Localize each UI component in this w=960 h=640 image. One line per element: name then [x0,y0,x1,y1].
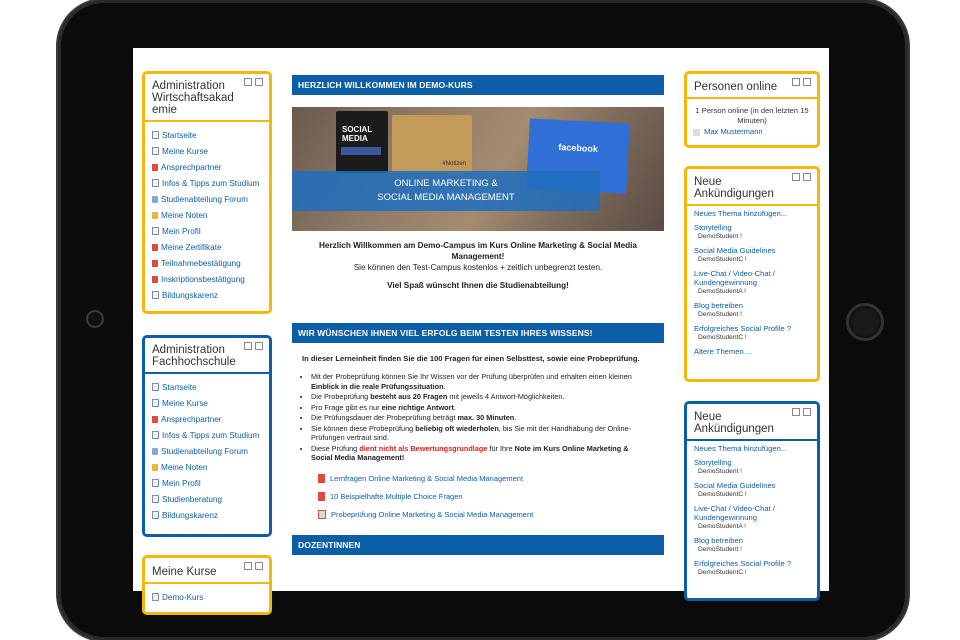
page-icon [152,147,159,155]
nav-item[interactable] [152,159,269,175]
nav-label: Bildungskarenz [162,510,218,520]
nav-label: Meine Noten [161,210,208,220]
admin-fh-block [142,335,272,537]
forum-icon [152,196,158,203]
block-title: Administration Wirtschaftsakad emie [145,74,269,122]
banner-line2: SOCIAL MEDIA MANAGEMENT [377,192,515,203]
nav-label: Ansprechpartner [161,414,222,424]
pdf-icon [152,244,158,251]
online-user-name: Max Mustermann [704,127,763,136]
pdf-icon [152,164,158,171]
admin-wirtschaft-block [142,71,272,314]
block-title: Meine Kurse [145,558,269,584]
resource-link[interactable] [318,506,664,524]
pdf-icon [318,492,325,501]
bullet-item [311,403,650,413]
grade-icon [152,464,158,471]
announcement-title[interactable]: Social Media Guidelines [694,481,776,490]
collapse-icon[interactable] [255,78,263,86]
block-controls[interactable] [244,78,263,86]
pdf-icon [152,276,158,283]
nav-label: Ansprechpartner [161,162,222,172]
card-facebook-strip [341,147,381,155]
page-icon [152,495,159,503]
announcement-title[interactable]: Erfolgreiches Social Profile ? [694,324,792,333]
meine-kurse-nav [145,584,269,608]
collapse-icon[interactable] [255,562,263,570]
banner-line1: ONLINE MARKETING & [394,178,498,189]
bullet-item [311,424,650,443]
course-banner-image [292,107,664,231]
announcement-author: DemoStudentC ! [698,569,747,576]
announcements-block-2 [684,401,820,601]
resource-links [318,470,664,524]
bullet-text: , bis Sie mit der Handhabung der Online-Prüfungen vertraut sind. [311,423,632,442]
bullet-text: Die Probeprüfung [311,392,371,401]
course-icon [152,593,159,601]
screen [133,48,829,602]
nav-item[interactable] [152,427,269,443]
announcement-title[interactable]: Blog betreiben [694,536,743,545]
nav-label: Studienabteilung Forum [161,194,248,204]
nav-label: Bildungskarenz [162,290,218,300]
nav-item[interactable] [152,271,269,287]
course-label: Demo-Kurs [162,592,204,602]
nav-item[interactable] [152,491,269,507]
main-content [292,75,664,555]
page-icon [152,227,159,235]
section-header-dozentinnen: DOZENTINNEN [292,535,664,555]
bullet-text: Die Prüfungsdauer der Probeprüfung beträgt [311,413,458,422]
bullet-text: Sie können diese Probeprüfung [311,423,416,433]
block-controls[interactable] [792,408,811,416]
announcement-author: DemoStudent ! [698,233,742,240]
nav-label: Startseite [162,382,197,392]
bullet-text: für Ihre [487,443,515,453]
admin-fh-nav [145,374,269,526]
page-icon [152,131,159,139]
online-user[interactable] [693,127,811,137]
nav-label: Inskriptionsbestätigung [161,274,245,284]
announcements-block [684,166,820,382]
welcome-greeting: Viel Spaß wünscht Ihnen die Studienabteilung! [387,280,569,290]
collapse-icon[interactable] [803,408,811,416]
nav-label: Teilnahmebestätigung [161,258,241,268]
nav-item[interactable] [152,395,269,411]
nav-item[interactable] [152,223,269,239]
block-controls[interactable] [792,78,811,86]
nav-label: Infos & Tipps zum Studium [162,178,260,188]
bullet-bold: Note im Kurs Online Marketing & Social Media Management! [311,443,629,462]
nav-label: Mein Profil [162,478,201,488]
bullet-text: Pro Frage gibt es nur [311,402,382,412]
personen-online-block [684,71,820,148]
nav-item[interactable] [152,507,269,523]
block-title: Administration Fachhochschule [145,338,269,374]
bullet-item [311,372,650,391]
meine-kurse-block [142,555,272,615]
bullet-bold: eine richtige Antwort [381,402,454,412]
page-icon [152,511,159,519]
nav-label: Infos & Tipps zum Studium [162,430,260,440]
announcement-title[interactable]: Social Media Guidelines [694,246,776,255]
resource-label: Probeprüfung Online Marketing & Social Media Management [331,510,534,519]
page-icon [152,179,159,187]
nav-item[interactable] [152,191,269,207]
welcome-sub: Sie können den Test-Campus kostenlos + zeitlich unbegrenzt testen. [353,263,603,272]
resource-label: 10 Beispielhafte Multiple Choice Fragen [330,492,463,501]
bullet-item [311,392,650,402]
dock-icon[interactable] [244,342,252,350]
page-icon [152,383,159,391]
nav-item[interactable] [152,127,269,143]
bullet-text: . [443,381,446,391]
bullet-text: Diese Prüfung [311,443,360,453]
announcement-title[interactable]: Live-Chat / Video-Chat / Kundengewinnung [694,504,775,522]
bullet-bold: besteht aus 20 Fragen [370,392,448,401]
nav-label: Studienberatung [162,494,223,504]
section-header-welcome: HERZLICH WILLKOMMEN IM DEMO-KURS [292,75,664,95]
facebook-text: facebook [558,141,599,155]
add-topic-link[interactable]: Neues Thema hinzufügen... [694,209,788,218]
page-icon [152,479,159,487]
page-icon [152,431,159,439]
announcement-author: DemoStudentA ! [698,523,747,530]
announcement-title[interactable]: Erfolgreiches Social Profile ? [694,559,792,568]
collapse-icon[interactable] [803,78,811,86]
announcement-author: DemoStudent ! [698,546,742,553]
bullet-text: . [514,413,517,422]
bullet-text: . [453,402,456,412]
announcement-title[interactable]: Storytelling [694,223,732,232]
announcement-title[interactable]: Storytelling [694,458,732,467]
info-bullets [292,372,664,463]
welcome-title: Herzlich Willkommen am Demo-Campus im Kurs Online Marketing & Social Media Management! [319,241,637,261]
nav-item[interactable] [152,175,269,191]
avatar [693,129,700,136]
nav-label: Meine Kurse [162,398,208,408]
bullet-bold: beliebig oft wiederholen [415,423,499,433]
nav-label: Meine Kurse [162,146,208,156]
nav-item[interactable] [152,255,269,271]
nav-item[interactable] [152,143,269,159]
nav-item[interactable] [152,239,269,255]
bullet-item [311,413,650,423]
camera-icon [86,310,104,328]
collapse-icon[interactable] [255,342,263,350]
home-button[interactable] [846,303,884,341]
announcement-author: DemoStudentC ! [698,256,747,263]
nav-item[interactable] [152,287,269,303]
spacer [694,577,817,582]
admin-wirtschaft-nav [145,122,269,306]
nav-label: Startseite [162,130,197,140]
grade-icon [152,212,158,219]
announcement-author: DemoStudentC ! [698,491,747,498]
pdf-icon [152,416,158,423]
online-summary: 1 Person online (in den letzten 15 Minuten) [695,106,809,125]
older-topics-link[interactable]: Ältere Themen ... [694,347,753,356]
block-controls[interactable] [244,562,263,570]
resource-label: Lernfragen Online Marketing & Social Media Management [330,474,524,483]
social-media-card [336,111,388,173]
bullet-text: Mit der Probeprüfung können Sie Ihr Wissen vor der Prüfung überprüfen und erhalten einen kleinen [311,372,632,381]
nav-label: Meine Zertifikate [161,242,222,252]
block-title: Neue Ankündigungen [687,169,817,206]
quiz-icon [318,510,326,519]
notebook [392,115,472,173]
resource-link[interactable] [318,488,664,506]
page-icon [152,399,159,407]
page-icon [152,291,159,299]
block-title: Personen online [687,74,817,99]
block-title: Neue Ankündigungen [687,404,817,441]
nav-item[interactable] [152,443,269,459]
resource-link[interactable] [318,470,664,488]
nav-label: Mein Profil [162,226,201,236]
announcement-author: DemoStudentA ! [698,288,747,295]
announcement-title[interactable]: Live-Chat / Video-Chat / Kundengewinnung [694,269,775,287]
dock-icon[interactable] [244,562,252,570]
banner-overlay [292,171,600,211]
block-controls[interactable] [244,342,263,350]
bullet-bold: Einblick in die reale Prüfungssituation [311,381,444,391]
nav-item[interactable] [152,475,269,491]
nav-item[interactable] [152,411,269,427]
bullet-text: mit jeweils 4 Antwort-Möglichkeiten. [447,392,565,401]
announcement-author: DemoStudentC ! [698,334,747,341]
dock-icon[interactable] [244,78,252,86]
nav-label: Meine Noten [161,462,208,472]
announcement-author: DemoStudent ! [698,311,742,318]
announcements-list [687,206,817,356]
bullet-bold: max. 30 Minuten [457,413,515,422]
nav-item[interactable] [152,207,269,223]
welcome-text [292,231,664,291]
announcement-title[interactable]: Blog betreiben [694,301,743,310]
nav-label: Studienabteilung Forum [161,446,248,456]
dock-icon[interactable] [792,78,800,86]
block-controls[interactable] [792,173,811,181]
note-text: #Notizen [442,161,466,167]
online-list [687,99,817,137]
section-header-success: WIR WÜNSCHEN IHNEN VIEL ERFOLG BEIM TESTEN IHRES WISSENS! [292,323,664,343]
forum-icon [152,448,158,455]
pdf-icon [318,474,325,483]
card-text: SOCIAL MEDIA [342,125,373,143]
collapse-icon[interactable] [803,173,811,181]
bullet-warning: dient nicht als Bewertungsgrundlage [359,443,488,453]
pdf-icon [152,260,158,267]
bullet-item-warning [311,444,650,463]
add-topic-link[interactable]: Neues Thema hinzufügen... [694,444,788,453]
announcement-author: DemoStudent ! [698,468,742,475]
nav-item[interactable] [152,379,269,395]
intro-text: In dieser Lerneinheit finden Sie die 100 Fragen für einen Selbsttest, sowie eine Probeprüfung. [302,354,640,363]
course-link[interactable] [152,589,269,605]
dock-icon[interactable] [792,408,800,416]
announcements-list-2 [687,441,817,582]
nav-item[interactable] [152,459,269,475]
dock-icon[interactable] [792,173,800,181]
